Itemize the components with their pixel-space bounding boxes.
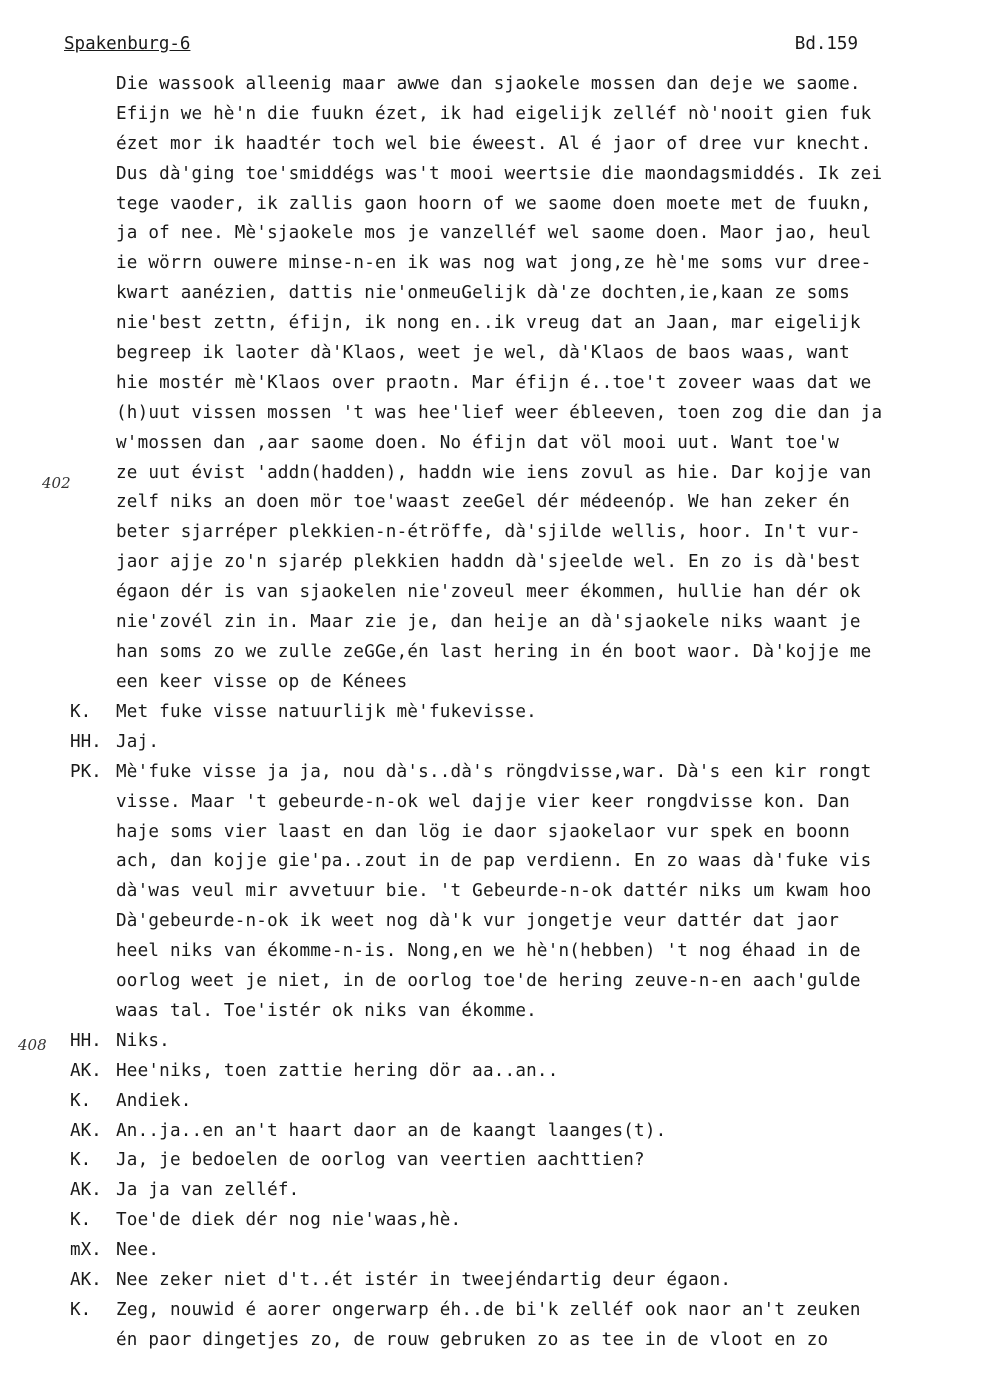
text-line: tege vaoder, ik zallis gaon hoorn of we saome doen moete met de fuukn, — [116, 193, 872, 214]
text-line: jaor ajje zo'n sjarép plekkien haddn dà'sjeelde wel. En zo is dà'best — [116, 552, 861, 573]
text-line: Dus dà'ging toe'smiddégs was't mooi weertsie die maondagsmiddés. Ik zei — [116, 163, 883, 184]
utterance-line: haje soms vier laast en dan lög ie daor sjaokelaor vur spek en boonn — [116, 821, 850, 842]
speaker-label: K. — [70, 1210, 92, 1231]
margin-note-402: 402 — [42, 474, 71, 492]
speaker-label: PK. — [70, 761, 102, 782]
intro-paragraph — [116, 70, 986, 698]
text-line: ézet mor ik haadtér toch wel bie éweest. Al é jaor of dree vur knecht. — [116, 133, 872, 154]
document-title: Spakenburg-6 — [64, 34, 191, 54]
text-line: hie mostér mè'Klaos over praotn. Mar éfijn é..toe't zoveer waas dat we — [116, 372, 872, 393]
utterance-line: Niks. — [116, 1030, 170, 1051]
utterance-line: Hee'niks, toen zattie hering dör aa..an.. — [116, 1060, 559, 1081]
text-line: Efijn we hè'n die fuukn ézet, ik had eigelijk zelléf nò'nooit gien fuk — [116, 103, 872, 124]
text-line: een keer visse op de Kénees — [116, 671, 408, 692]
text-line: ie wörrn ouwere minse-n-en ik was nog wat jong,ze hè'me soms vur dree- — [116, 253, 872, 274]
utterance-line: Nee. — [116, 1240, 160, 1261]
speaker-label: AK. — [70, 1060, 102, 1081]
margin-note-408: 408 — [18, 1036, 47, 1054]
utterance-line: Dà'gebeurde-n-ok ik weet nog dà'k vur jongetje veur dattér dat jaor — [116, 911, 840, 932]
text-line: nie'best zettn, éfijn, ik nong en..ik vreug dat an Jaan, mar eigelijk — [116, 313, 861, 334]
text-line: nie'zovél zin in. Maar zie je, dan heije an dà'sjaokele niks waant je — [116, 612, 861, 633]
utterance-line: Jaj. — [116, 731, 160, 752]
page-header — [64, 34, 926, 58]
utterance-line: Ja ja van zelléf. — [116, 1180, 300, 1201]
text-line: égaon dér is van sjaokelen nie'zoveul meer ékommen, hullie han dér ok — [116, 582, 861, 603]
speaker-label: K. — [70, 701, 92, 722]
text-line: w'mossen dan ,aar saome doen. No éfijn dat völ mooi uut. Want toe'w — [116, 432, 840, 453]
text-line: (h)uut vissen mossen 't was hee'lief weer ébleeven, toen zog die dan ja — [116, 402, 883, 423]
speaker-label: HH. — [70, 731, 102, 752]
text-line: han soms zo we zulle zeGGe,én last hering in én boot waor. Dà'kojje me — [116, 641, 872, 662]
utterance-line: An..ja..en an't haart daor an de kaangt laanges(t). — [116, 1120, 667, 1141]
speaker-label: HH. — [70, 1030, 102, 1051]
text-line: zelf niks an doen mör toe'waast zeeGel dér médeenóp. We han zeker én — [116, 492, 850, 513]
speaker-label: AK. — [70, 1180, 102, 1201]
text-line: ze uut évist 'addn(hadden), haddn wie iens zovul as hie. Dar kojje van — [116, 462, 872, 483]
text-line: beter sjarréper plekkien-n-étröffe, dà'sjilde wellis, hoor. In't vur- — [116, 522, 861, 543]
utterance-line: ach, dan kojje gie'pa..zout in de pap verdienn. En zo waas dà'fuke vis — [116, 851, 872, 872]
speaker-label: AK. — [70, 1120, 102, 1141]
utterance-line: Met fuke visse natuurlijk mè'fukevisse. — [116, 701, 537, 722]
text-line: Die wassook alleenig maar awwe dan sjaokele mossen dan deje we saome. — [116, 74, 861, 94]
text-line: ja of nee. Mè'sjaokele mos je vanzelléf wel saome doen. Maor jao, heul — [116, 223, 872, 244]
utterance-line: dà'was veul mir avvetuur bie. 't Gebeurde-n-ok dattér niks um kwam hoo — [116, 881, 872, 902]
speaker-label: K. — [70, 1090, 92, 1111]
utterance-line: Ja, je bedoelen de oorlog van veertien aachttien? — [116, 1150, 645, 1171]
speaker-label: K. — [70, 1299, 92, 1320]
utterance-line: heel niks van ékomme-n-is. Nong,en we hè'n(hebben) 't nog éhaad in de — [116, 941, 861, 962]
utterance-line: Andiek. — [116, 1090, 192, 1111]
text-line: kwart aanézien, dattis nie'onmeuGelijk dà'ze dochten,ie,kaan ze soms — [116, 283, 850, 304]
utterance-line: Zeg, nouwid é aorer ongerwarp éh..de bi'k zelléf ook naor an't zeuken — [116, 1299, 861, 1320]
utterance-line: waas tal. Toe'istér ok niks van ékomme. — [116, 1000, 537, 1021]
utterance-line: oorlog weet je niet, in de oorlog toe'de hering zeuve-n-en aach'gulde — [116, 971, 861, 991]
utterance-line: én paor dingetjes zo, de rouw gebruken zo as tee in de vloot en zo — [116, 1329, 829, 1350]
utterance-line: Mè'fuke visse ja ja, nou dà's..dà's röngdvisse,war. Dà's een kir rongt — [116, 761, 872, 782]
text-line: begreep ik laoter dà'Klaos, weet je wel, dà'Klaos de baos waas, want — [116, 343, 850, 364]
speaker-label: AK. — [70, 1270, 102, 1290]
speaker-label: mX. — [70, 1240, 102, 1261]
page-number: Bd.159 — [794, 34, 858, 54]
utterance-line: visse. Maar 't gebeurde-n-ok wel dajje vier keer rongdvisse kon. Dan — [116, 791, 850, 812]
speaker-label: K. — [70, 1150, 92, 1171]
utterance-line: Toe'de diek dér nog nie'waas,hè. — [116, 1210, 462, 1231]
utterance-line: Nee zeker niet d't..ét istér in tweejéndartig deur égaon. — [116, 1270, 732, 1290]
